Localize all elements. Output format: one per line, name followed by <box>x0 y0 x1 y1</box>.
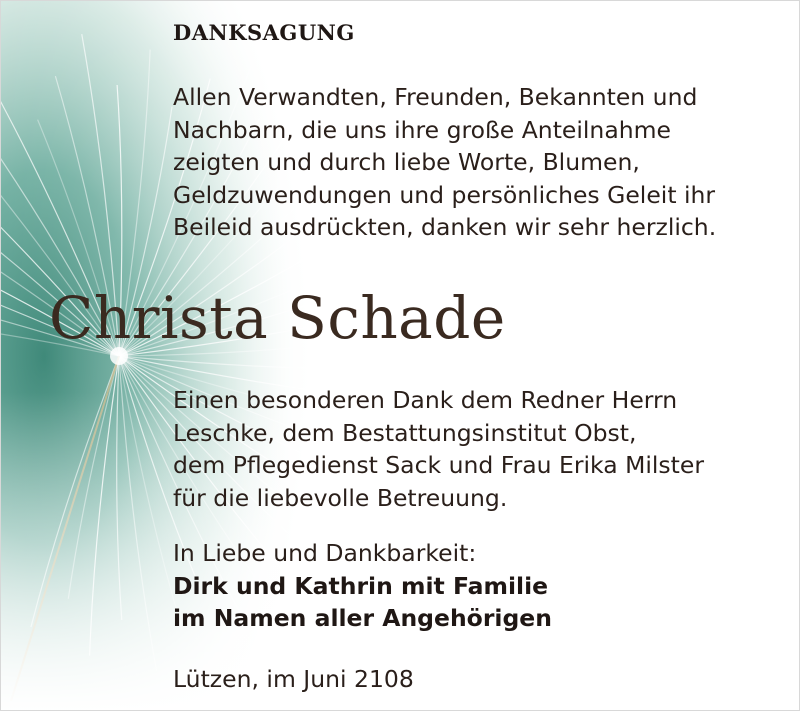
intro-line: Nachbarn, die uns ihre große Anteilnahme <box>173 115 671 144</box>
thanks-paragraph <box>173 384 704 514</box>
intro-line: zeigten und durch liebe Worte, Blumen, <box>173 148 640 176</box>
thanks-line: dem Pflegedienst Sack und Frau Erika Milster <box>173 451 705 479</box>
signatory-line: Dirk und Kathrin mit Familie <box>173 571 549 600</box>
closing-block <box>173 537 552 635</box>
deceased-name: Christa Schade <box>49 284 506 352</box>
thanks-line: für die liebevolle Betreuung. <box>173 483 508 512</box>
heading-danksagung: DANKSAGUNG <box>173 20 355 45</box>
thanks-line: Einen besonderen Dank dem Redner Herrn <box>173 386 678 414</box>
intro-line: Geldzuwendungen und persönliches Geleit ihr <box>173 180 716 209</box>
thanks-line: Leschke, dem Bestattungsinstitut Obst, <box>173 418 637 447</box>
intro-paragraph <box>173 81 716 244</box>
intro-line: Allen Verwandten, Freunden, Bekannten und <box>173 83 698 111</box>
intro-line: Beileid ausdrückten, danken wir sehr herzlich. <box>173 213 717 241</box>
place-date: Lützen, im Juni 2108 <box>173 665 414 693</box>
signatory-line: im Namen aller Angehörigen <box>173 604 552 632</box>
closing-greeting: In Liebe und Dankbarkeit: <box>173 539 477 567</box>
